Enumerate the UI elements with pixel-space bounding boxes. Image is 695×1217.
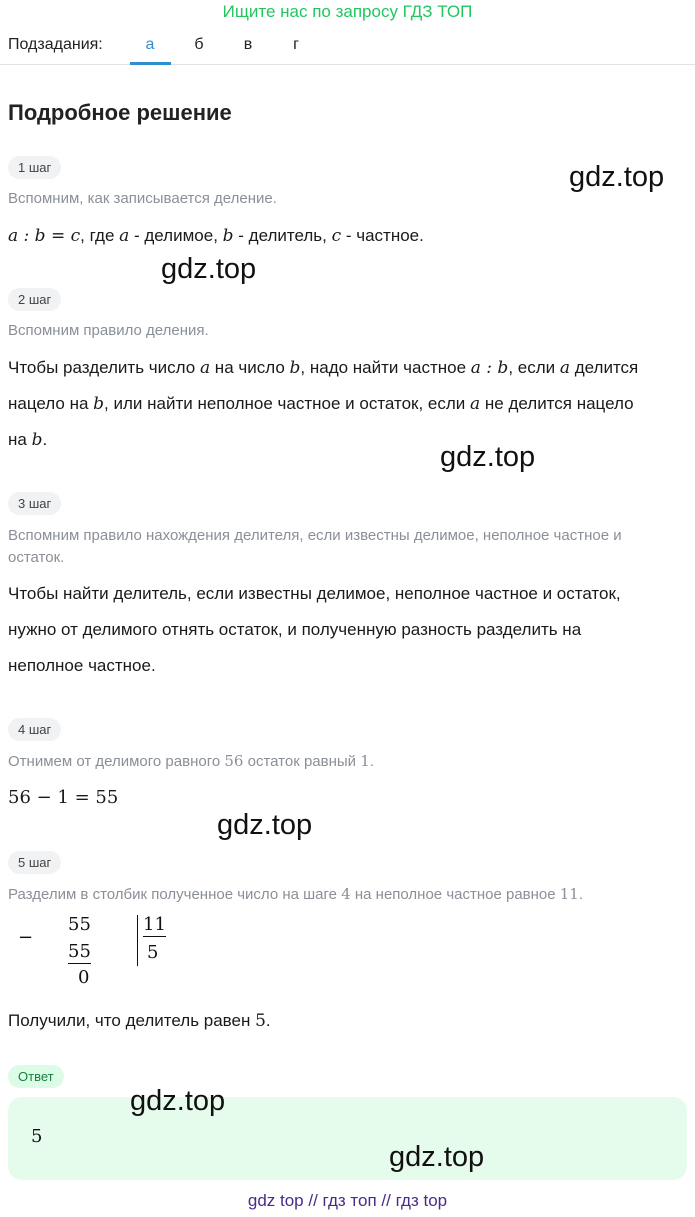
step-1-badge: 1 шаг <box>8 156 61 179</box>
step-4-formula: 56 − 1 = 55 <box>8 787 119 808</box>
step-2-line-2: нацело на b, или найти неполное частное и остаток, если a не делится нацело <box>8 394 634 414</box>
subtasks-label: Подзадания: <box>8 36 103 53</box>
step-1-body: a : b = c, где a - делимое, b - делитель, c - частное. <box>8 226 424 246</box>
footer-link-gdz-top-mixed[interactable]: гдз top <box>395 1191 448 1210</box>
watermark-text: gdz.top <box>440 441 536 473</box>
footer-links <box>0 1191 695 1211</box>
step-2-line-3: на b. <box>8 430 48 450</box>
step-2-line-1: Чтобы разделить число a на число b, надо найти частное a : b, если a делится <box>8 358 639 378</box>
answer-value: 5 <box>31 1126 43 1147</box>
step-4-hint: Отнимем от делимого равного 56 остаток равный 1. <box>8 752 374 770</box>
page-title: Подробное решение <box>8 100 232 125</box>
division-divisor: 11 <box>143 914 166 935</box>
step-5-conclusion: Получили, что делитель равен 5. <box>8 1011 271 1031</box>
division-quotient: 5 <box>147 942 159 963</box>
active-tab-indicator <box>130 62 171 65</box>
formula-a-b-c: a : b = c <box>8 226 81 246</box>
footer-link-gdz-top[interactable]: gdz top <box>247 1191 304 1210</box>
step-4-badge: 4 шаг <box>8 718 61 741</box>
tab-g[interactable]: г <box>293 36 299 53</box>
answer-badge: Ответ <box>8 1065 64 1088</box>
tab-b[interactable]: б <box>194 36 204 53</box>
watermark-text: gdz.top <box>217 809 313 841</box>
division-remainder: 0 <box>78 967 90 988</box>
watermark-text: gdz.top <box>130 1085 226 1117</box>
footer-separator: // <box>308 1191 318 1210</box>
step-3-badge: 3 шаг <box>8 492 61 515</box>
tab-a[interactable]: а <box>145 36 155 53</box>
step-2-body <box>8 350 688 458</box>
division-vertical-bar <box>137 915 138 966</box>
step-3-hint: Вспомним правило нахождения делителя, если известны делимое, неполное частное и остаток. <box>8 527 622 566</box>
step-3-body: Чтобы найти делитель, если известны делимое, неполное частное и остаток, нужно от делимого отнять остаток, и полученную разность разделить на неполное частное. <box>8 584 621 675</box>
division-subtrahend: 55 <box>68 941 91 962</box>
step-2-hint: Вспомним правило деления. <box>8 322 209 339</box>
step-1-hint: Вспомним, как записывается деление. <box>8 190 277 207</box>
answer-box <box>8 1097 687 1180</box>
search-banner-link[interactable]: Ищите нас по запросу ГДЗ ТОП <box>222 2 473 21</box>
footer-separator: // <box>381 1191 391 1210</box>
step-5-hint: Разделим в столбик полученное число на шаге 4 на неполное частное равное 11. <box>8 885 584 903</box>
watermark-text: gdz.top <box>161 253 257 285</box>
watermark-text: gdz.top <box>569 161 665 193</box>
tabs-divider <box>0 64 695 65</box>
tab-v[interactable]: в <box>243 36 253 53</box>
step-2-badge: 2 шаг <box>8 288 61 311</box>
division-minus-sign: − <box>18 927 34 948</box>
division-dividend: 55 <box>68 914 91 935</box>
watermark-text: gdz.top <box>389 1141 485 1173</box>
step-5-badge: 5 шаг <box>8 851 61 874</box>
footer-link-gdz-top-ru[interactable]: гдз топ <box>322 1191 377 1210</box>
